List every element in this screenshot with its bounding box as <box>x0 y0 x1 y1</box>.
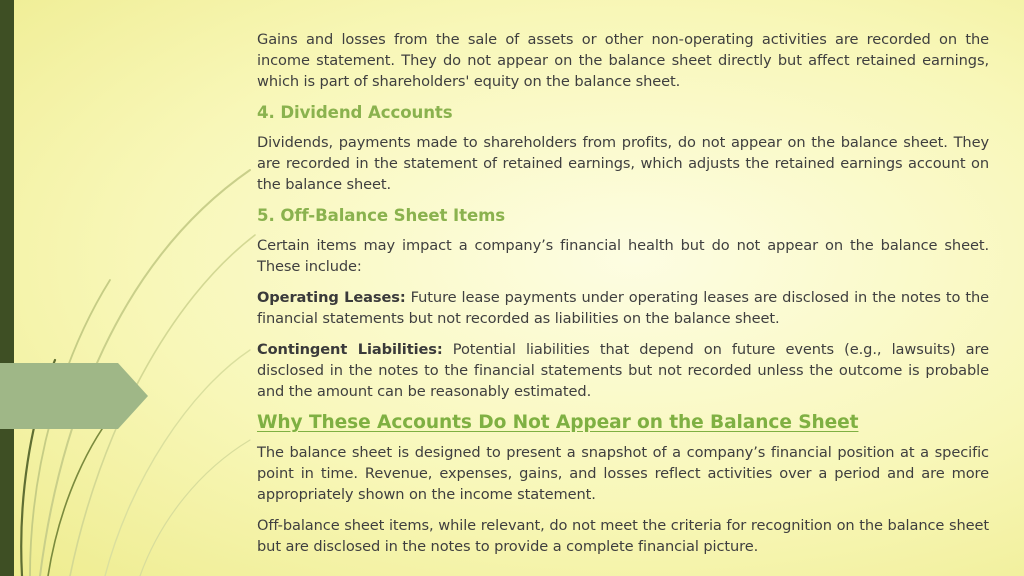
contingent-liabilities-text: Potential liabilities that depend on future events (e.g., lawsuits) are disclosed in the notes to the financial statements but not recorded unless the outcome is probable and the amount can be reasonably estimated. <box>257 341 989 400</box>
off-balance-heading: 5. Off-Balance Sheet Items <box>257 206 506 225</box>
slide-content <box>257 29 989 567</box>
dividend-paragraph: Dividends, payments made to shareholders from profits, do not appear on the balance sheet. They are recorded in the statement of retained earnings, which adjusts the retained earnings account on the balance sheet. <box>257 134 989 193</box>
contingent-liabilities-label: Contingent Liabilities: <box>257 341 443 358</box>
why-paragraph-2: Off-balance sheet items, while relevant, do not meet the criteria for recognition on the balance sheet but are disclosed in the notes to provide a complete financial picture. <box>257 517 989 555</box>
operating-leases-paragraph <box>257 287 989 329</box>
off-balance-paragraph: Certain items may impact a company’s financial health but do not appear on the balance sheet. These include: <box>257 237 989 275</box>
operating-leases-text: Future lease payments under operating leases are disclosed in the notes to the financial statements but not recorded as liabilities on the balance sheet. <box>257 289 989 327</box>
contingent-liabilities-paragraph <box>257 339 989 402</box>
why-paragraph-1: The balance sheet is designed to present a snapshot of a company’s financial position at a specific point in time. Revenue, expenses, gains, and losses reflect activities over a period and are more appropriately shown on the income statement. <box>257 444 989 503</box>
gains-losses-paragraph: Gains and losses from the sale of assets or other non-operating activities are recorded on the income statement. They do not appear on the balance sheet directly but affect retained earnings, which is part of shareholders' equity on the balance sheet. <box>257 31 989 90</box>
why-heading: Why These Accounts Do Not Appear on the Balance Sheet <box>257 412 859 433</box>
left-accent-bar <box>0 0 14 576</box>
slide-tab-shape <box>0 363 148 429</box>
operating-leases-label: Operating Leases: <box>257 289 406 306</box>
dividend-heading: 4. Dividend Accounts <box>257 103 453 122</box>
